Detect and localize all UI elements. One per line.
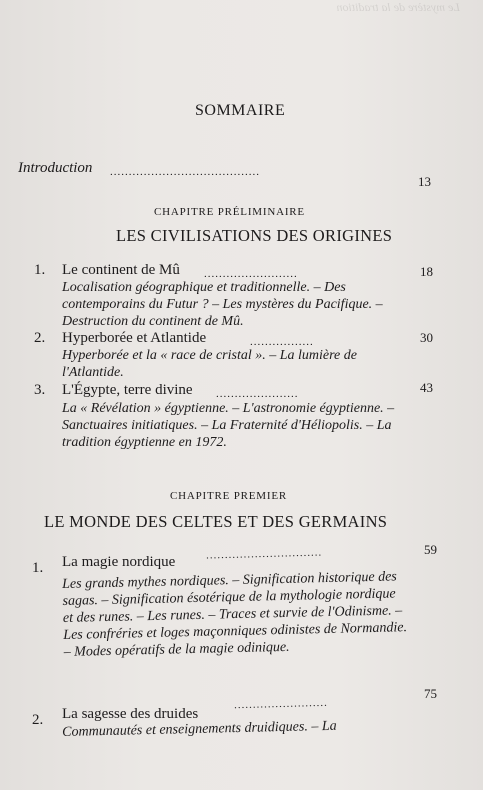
section-page-number: 75 bbox=[424, 686, 437, 701]
leader-dots: ............................... bbox=[205, 546, 323, 562]
section-title: L'Égypte, terre divine bbox=[62, 382, 193, 398]
bleed-through-text: Le mystère de la tradition bbox=[336, 0, 460, 14]
section-title: Le continent de Mû bbox=[62, 262, 180, 278]
section-number: 2. bbox=[34, 330, 46, 346]
section-number: 1. bbox=[34, 262, 46, 278]
section-page-number: 59 bbox=[424, 542, 437, 557]
leader-dots: ......................... bbox=[204, 268, 298, 280]
chapter-label: CHAPITRE PRÉLIMINAIRE bbox=[154, 206, 305, 218]
section-page-number: 30 bbox=[420, 330, 433, 345]
section-number: 2. bbox=[32, 712, 44, 728]
leader-dots: ................. bbox=[250, 336, 314, 348]
section-description: Hyperborée et la « race de cristal ». – La lumière de l'Atlantide. bbox=[62, 348, 357, 380]
leader-dots: ......................... bbox=[233, 696, 328, 712]
chapter-title: LES CIVILISATIONS DES ORIGINES bbox=[116, 226, 393, 245]
section-description: Localisation géographique et traditionnelle. – Des contemporains du Futur ? – Les mystères du Pacifique. – Destruction du continent de Mû. bbox=[62, 280, 383, 329]
section-page-number: 18 bbox=[420, 264, 433, 279]
section-description: Communautés et enseignements druidiques. – La bbox=[62, 718, 337, 740]
section-description: La « Révélation » égyptienne. – L'astronomie égyptienne. – Sanctuaires initiatiques. – La Fraternité d'Héliopolis. – La tradition égyptienne en 1972. bbox=[62, 401, 395, 450]
section-page-number: 43 bbox=[420, 380, 433, 395]
section-title: La sagesse des druides bbox=[62, 706, 199, 722]
leader-dots: ...................... bbox=[216, 388, 299, 400]
introduction-page-number: 13 bbox=[418, 174, 431, 189]
section-title: La magie nordique bbox=[62, 554, 176, 570]
introduction-label: Introduction bbox=[18, 160, 93, 176]
summary-title: SOMMAIRE bbox=[195, 102, 286, 119]
section-title: Hyperborée et Atlantide bbox=[62, 330, 207, 346]
section-description: Les grands mythes nordiques. – Signification historique des sagas. – Signification ésotérique de la mythologie nordique et des runes. – Les runes. – Traces et survie de l'Odinisme. – Les confréries et loges maçonniques odinistes de Normandie. – Modes opératifs de la magie odinique. bbox=[62, 569, 408, 660]
section-number: 3. bbox=[34, 382, 46, 398]
chapter-title: LE MONDE DES CELTES ET DES GERMAINS bbox=[44, 512, 388, 531]
chapter-label: CHAPITRE PREMIER bbox=[170, 490, 288, 502]
section-number: 1. bbox=[32, 560, 44, 576]
introduction-dots: ........................................ bbox=[110, 166, 260, 178]
